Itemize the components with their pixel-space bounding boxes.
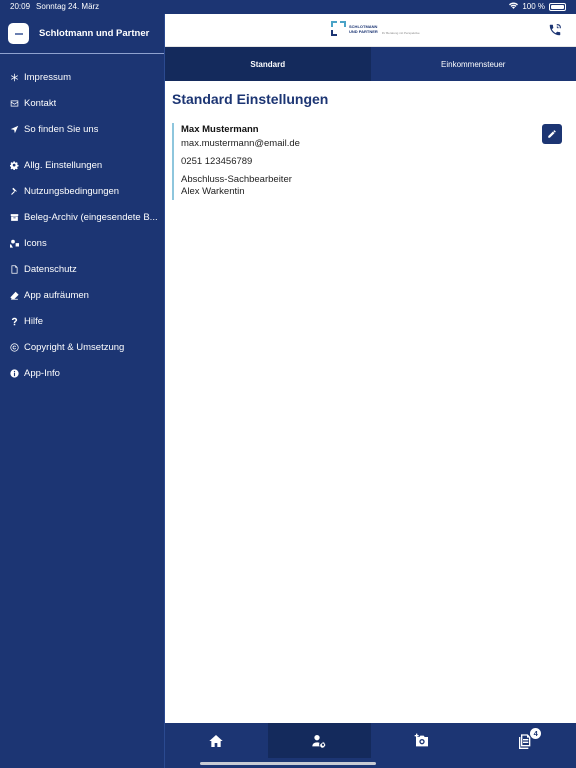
- sidebar-item-app-aufraeumen[interactable]: App aufräumen: [0, 282, 164, 308]
- status-time: 20:09: [10, 2, 31, 11]
- top-bar: [165, 14, 576, 47]
- brand-name-line1: SCHLOTMANN: [349, 23, 378, 29]
- edit-button[interactable]: [542, 124, 562, 144]
- sidebar-item-kontakt[interactable]: Kontakt: [0, 90, 164, 116]
- sidebar-item-copyright[interactable]: Copyright & Umsetzung: [0, 334, 164, 360]
- contact-name: Max Mustermann: [181, 124, 259, 135]
- sidebar-item-so-finden-sie-uns[interactable]: So finden Sie uns: [0, 116, 164, 142]
- gear-icon: [9, 160, 19, 170]
- user-settings-icon: [311, 733, 327, 749]
- status-date: Sonntag 24. März: [36, 2, 100, 11]
- brand-logo: [331, 21, 420, 36]
- nav-user-settings[interactable]: [268, 723, 371, 758]
- envelope-icon: [9, 98, 19, 108]
- home-icon: [208, 733, 224, 749]
- phone-icon: [548, 23, 562, 37]
- battery-percent: 100 %: [522, 2, 545, 11]
- content-area: [165, 91, 576, 200]
- sidebar-item-nutzungsbedingungen[interactable]: Nutzungsbedingungen: [0, 178, 164, 204]
- location-arrow-icon: [9, 124, 19, 134]
- app-title: Schlotmann und Partner: [39, 28, 150, 39]
- documents-count-badge: 4: [529, 727, 542, 740]
- question-icon: [9, 316, 19, 326]
- contact-email: max.mustermann@email.de: [181, 138, 300, 149]
- tab-einkommensteuer[interactable]: Einkommensteuer: [371, 47, 576, 81]
- brand-tagline: Ihr Beratung mit Perspektive: [381, 30, 420, 35]
- brand-mark-icon: [331, 21, 346, 36]
- sidebar: [0, 14, 165, 768]
- sidebar-item-allg-einstellungen[interactable]: Allg. Einstellungen: [0, 152, 164, 178]
- contact-role: Abschluss-Sachbearbeiter: [181, 174, 292, 185]
- main-panel: [165, 14, 576, 768]
- contact-card: [172, 123, 569, 200]
- sidebar-item-datenschutz[interactable]: Datenschutz: [0, 256, 164, 282]
- sidebar-header: [0, 14, 164, 54]
- contact-advisor: Alex Warkentin: [181, 186, 245, 197]
- sidebar-item-hilfe[interactable]: Hilfe: [0, 308, 164, 334]
- tab-bar: [165, 47, 576, 81]
- eraser-icon: [9, 290, 19, 300]
- app-logo: [8, 23, 29, 44]
- copyright-icon: [9, 342, 19, 352]
- contact-phone: 0251 123456789: [181, 156, 253, 167]
- sidebar-item-beleg-archiv[interactable]: Beleg-Archiv (eingesendete B...: [0, 204, 164, 230]
- sidebar-item-icons[interactable]: Icons: [0, 230, 164, 256]
- home-indicator[interactable]: [200, 762, 376, 765]
- brand-name-line2: UND PARTNER: [349, 28, 378, 34]
- file-icon: [9, 264, 19, 274]
- sidebar-item-app-info[interactable]: App-Info: [0, 360, 164, 386]
- bottom-nav: [165, 723, 576, 758]
- pencil-icon: [547, 129, 557, 139]
- camera-add-icon: [414, 733, 430, 749]
- gavel-icon: [9, 186, 19, 196]
- nav-home[interactable]: [165, 723, 268, 758]
- battery-icon: [549, 3, 566, 11]
- icons-icon: [9, 238, 19, 248]
- nav-documents[interactable]: [473, 723, 576, 758]
- nav-camera[interactable]: [371, 723, 474, 758]
- asterisk-icon: [9, 72, 19, 82]
- call-button[interactable]: [548, 23, 564, 39]
- sidebar-menu: [0, 64, 164, 386]
- wifi-icon: [509, 2, 518, 11]
- archive-icon: [9, 212, 19, 222]
- tab-standard[interactable]: Standard: [165, 47, 371, 81]
- page-title: Standard Einstellungen: [172, 91, 329, 107]
- info-icon: [9, 368, 19, 378]
- sidebar-item-impressum[interactable]: Impressum: [0, 64, 164, 90]
- status-bar: [0, 0, 576, 14]
